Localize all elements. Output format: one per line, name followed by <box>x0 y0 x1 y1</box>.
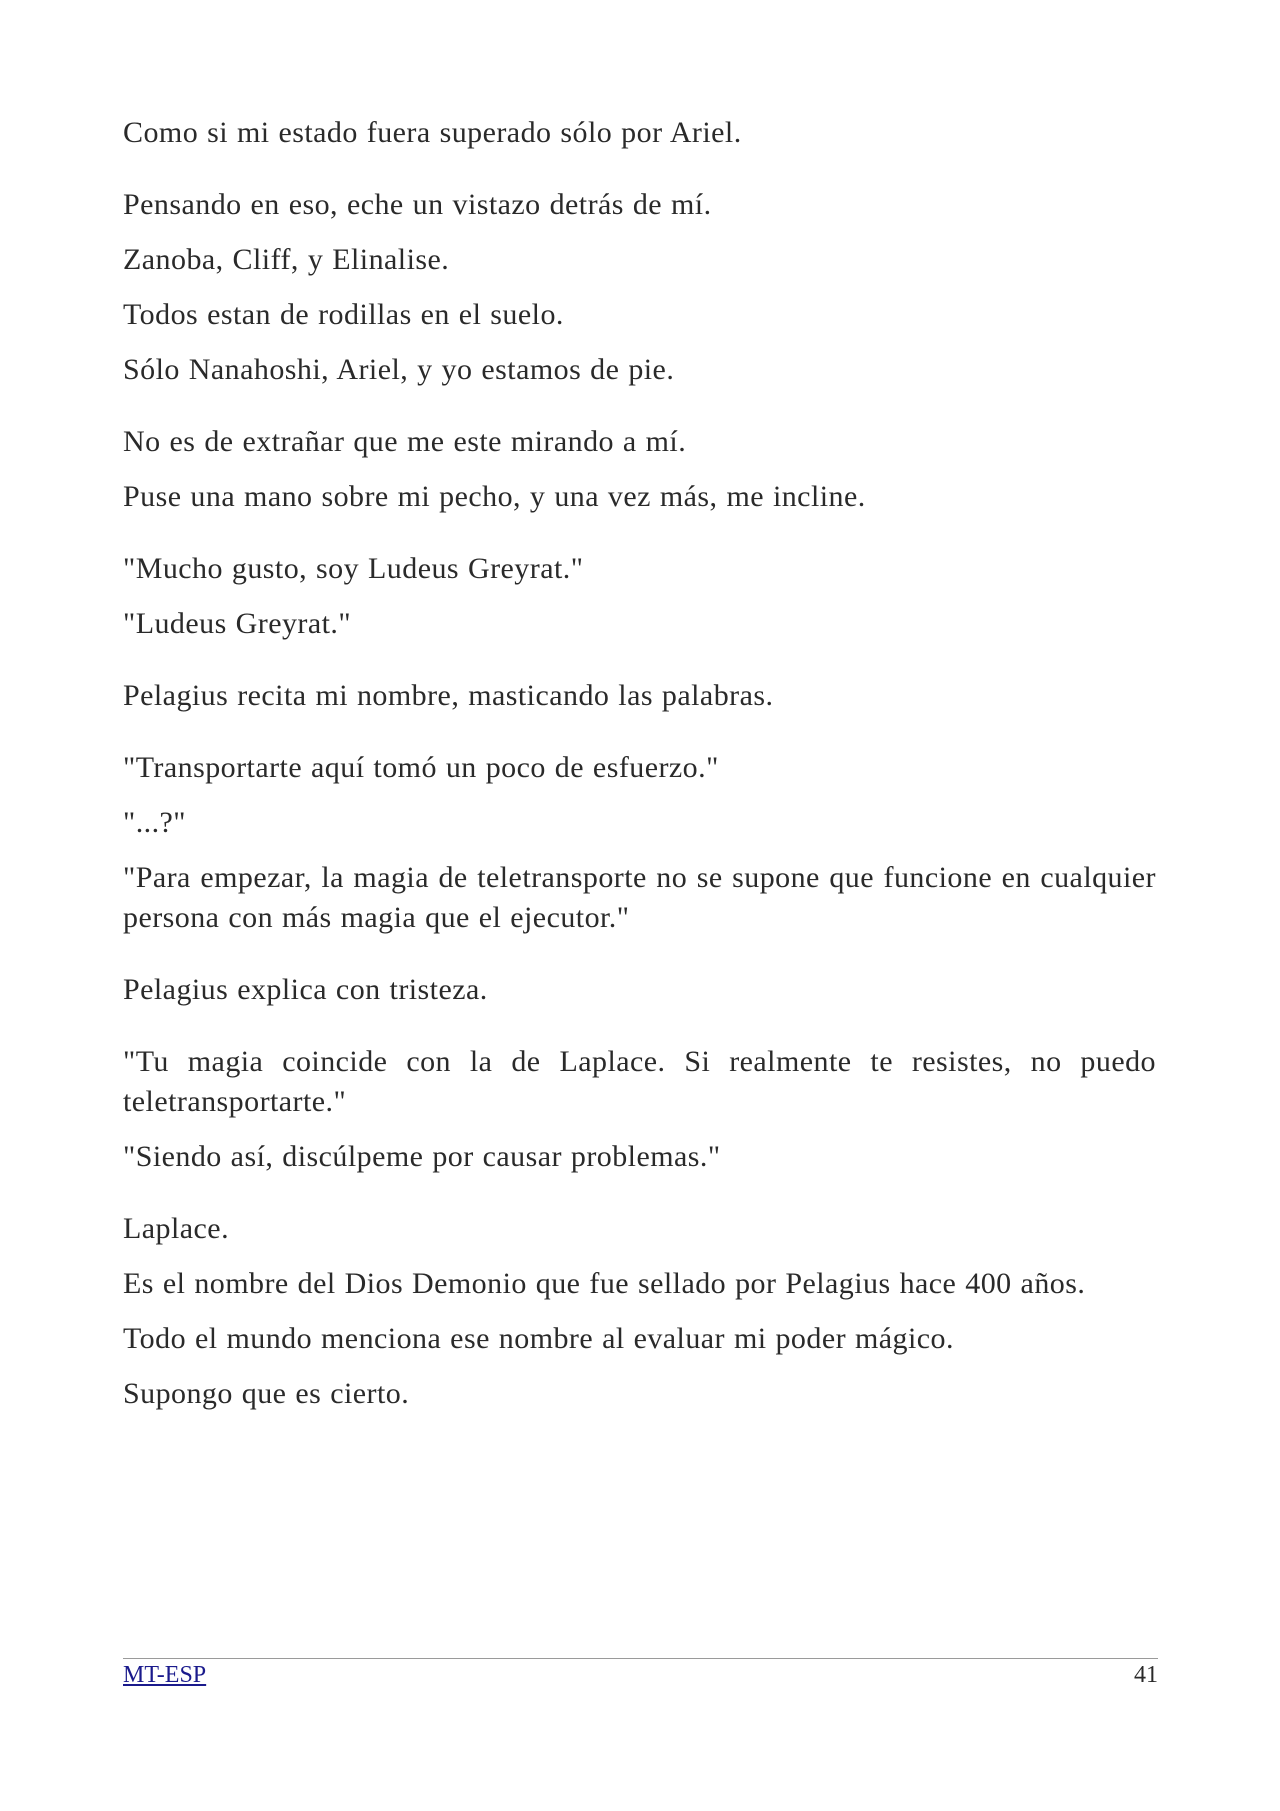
paragraph: "Mucho gusto, soy Ludeus Greyrat." <box>123 552 584 585</box>
paragraph: "Transportarte aquí tomó un poco de esfuerzo." <box>123 751 719 784</box>
paragraph: Pelagius recita mi nombre, masticando las palabras. <box>123 679 774 712</box>
paragraph: "Ludeus Greyrat." <box>123 607 352 640</box>
paragraph: Todos estan de rodillas en el suelo. <box>123 298 564 331</box>
paragraph: Sólo Nanahoshi, Ariel, y yo estamos de pie. <box>123 353 675 386</box>
paragraph: Puse una mano sobre mi pecho, y una vez más, me incline. <box>123 480 866 513</box>
paragraph: Es el nombre del Dios Demonio que fue sellado por Pelagius hace 400 años. <box>123 1267 1086 1300</box>
paragraph: No es de extrañar que me este mirando a mí. <box>123 425 687 458</box>
paragraph: "Siendo así, discúlpeme por causar problemas." <box>123 1140 721 1173</box>
paragraph: "Tu magia coincide con la de Laplace. Si realmente te resistes, no puedo teletransportarte." <box>123 1045 1156 1118</box>
paragraph: Pensando en eso, eche un vistazo detrás de mí. <box>123 188 712 221</box>
paragraph: "Para empezar, la magia de teletransporte no se supone que funcione en cualquier persona con más magia que el ejecutor." <box>123 861 1156 934</box>
footer-link[interactable]: MT-ESP <box>123 1662 207 1688</box>
paragraph: Pelagius explica con tristeza. <box>123 973 488 1006</box>
page-number: 41 <box>1134 1662 1158 1688</box>
paragraph: "...?" <box>123 806 187 839</box>
page-body <box>123 113 1156 1429</box>
paragraph: Zanoba, Cliff, y Elinalise. <box>123 243 450 276</box>
paragraph: Como si mi estado fuera superado sólo por Ariel. <box>123 116 742 149</box>
paragraph: Supongo que es cierto. <box>123 1377 410 1410</box>
paragraph: Todo el mundo menciona ese nombre al evaluar mi poder mágico. <box>123 1322 954 1355</box>
page-footer <box>123 1658 1158 1689</box>
paragraph: Laplace. <box>123 1212 230 1245</box>
